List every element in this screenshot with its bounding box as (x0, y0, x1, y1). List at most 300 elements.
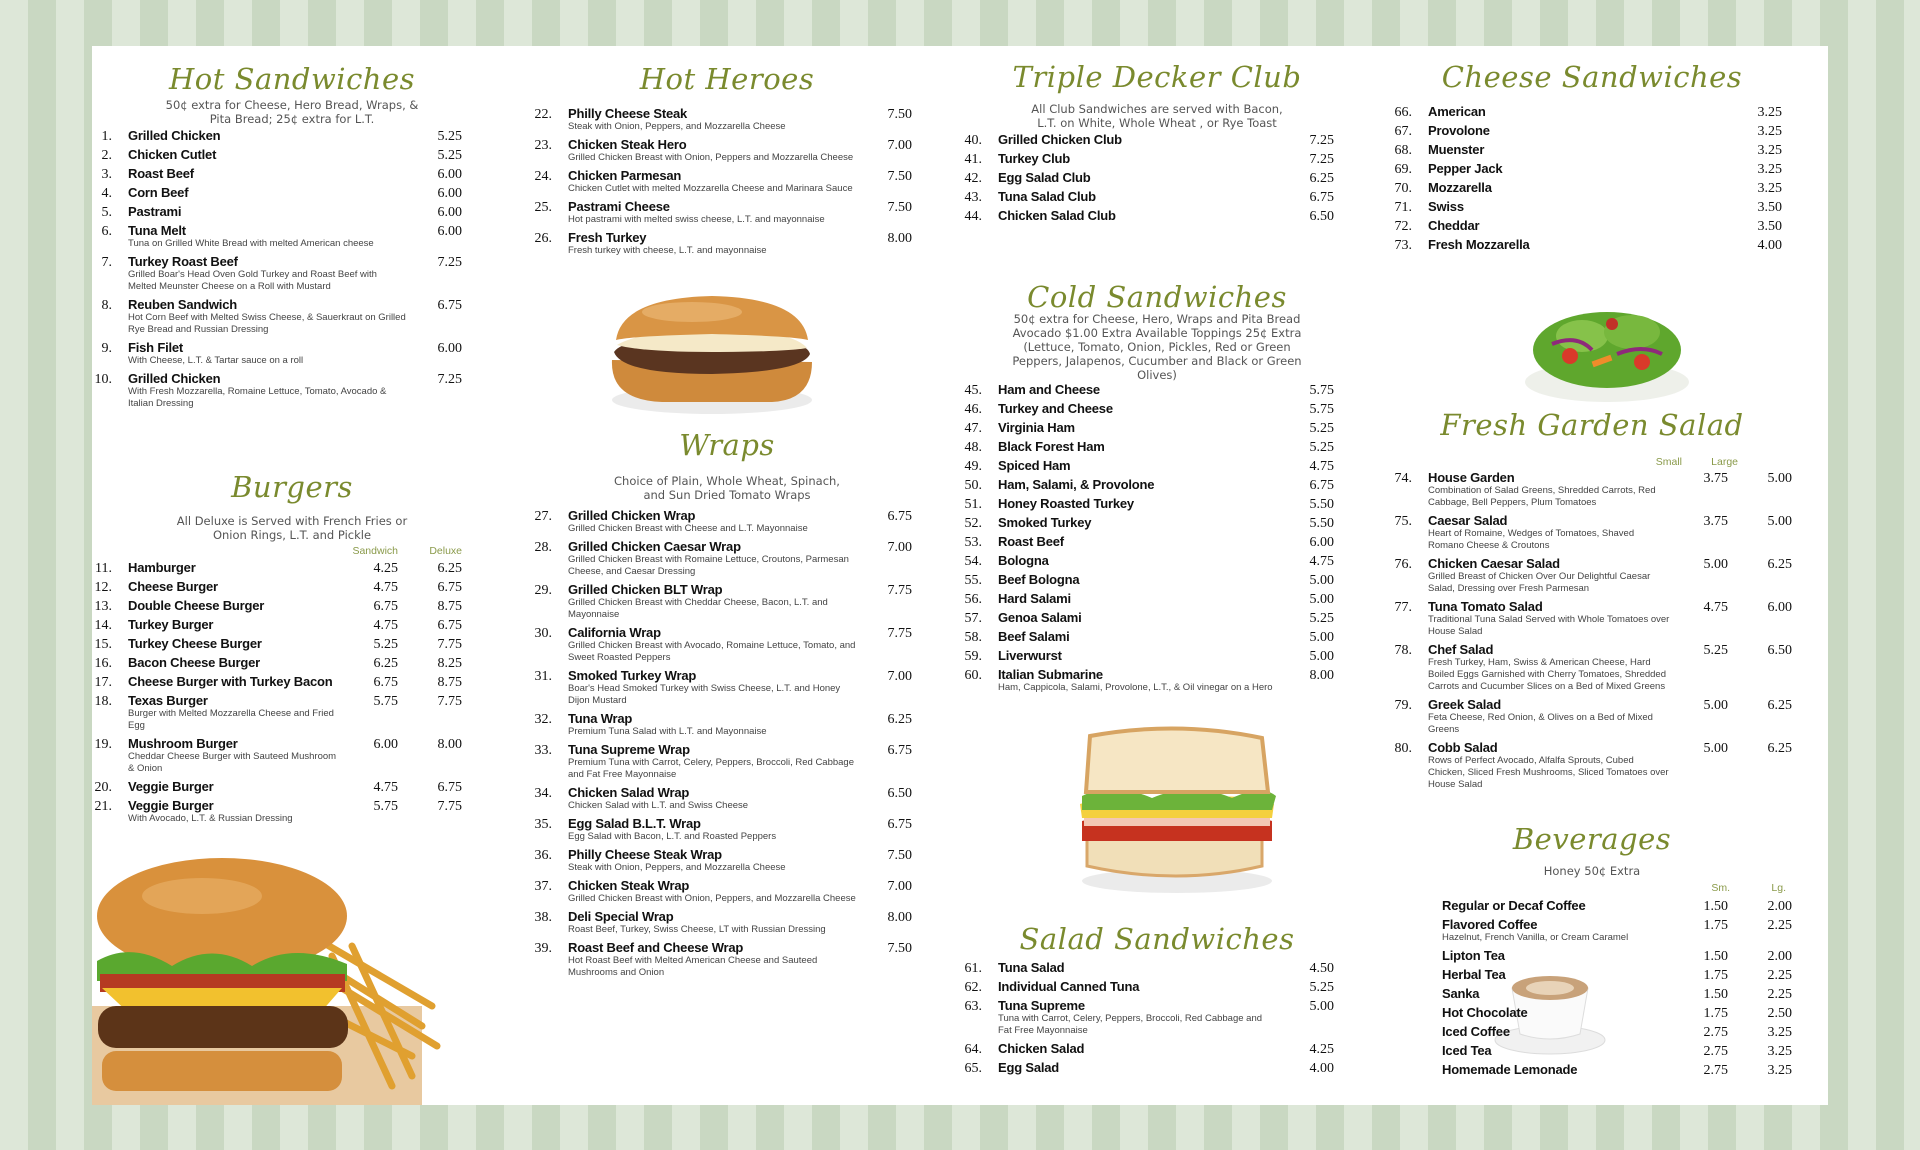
item-price: 6.75 (1309, 190, 1334, 205)
item-price-small: 1.50 (1703, 949, 1728, 964)
menu-item (1392, 237, 1782, 254)
item-number: 60. (964, 668, 982, 683)
menu-item (962, 515, 1334, 532)
item-price: 3.50 (1757, 219, 1782, 234)
item-price: 7.00 (887, 879, 912, 894)
menu-item (532, 668, 912, 707)
item-name: Spiced Ham (998, 458, 1071, 473)
menu-item (962, 998, 1334, 1037)
item-name: Turkey Cheese Burger (128, 636, 262, 651)
item-name: Smoked Turkey (998, 515, 1092, 530)
beverages-list (1392, 898, 1792, 1081)
item-price: 6.00 (437, 167, 462, 182)
item-price-large: 2.00 (1767, 949, 1792, 964)
menu-item (92, 617, 462, 634)
menu-item (1392, 917, 1792, 944)
item-description: Grilled Chicken Breast with Onion, Peppers and Mozzarella Cheese (568, 152, 854, 163)
item-name: Hamburger (128, 560, 196, 575)
item-price: 7.75 (887, 583, 912, 598)
item-price: 5.25 (1309, 980, 1334, 995)
item-name: Virginia Ham (998, 420, 1075, 435)
item-name: Bacon Cheese Burger (128, 655, 261, 670)
item-number: 50. (964, 478, 982, 493)
burgers-col-deluxe: Deluxe (429, 545, 462, 557)
hot-heroes-list (532, 106, 912, 261)
item-name: Black Forest Ham (998, 439, 1105, 454)
item-price-small: 6.25 (373, 656, 398, 671)
menu-page (92, 46, 1828, 1105)
item-name: Greek Salad (1428, 697, 1501, 712)
item-number: 77. (1394, 600, 1412, 615)
item-description: Cheddar Cheese Burger with Sauteed Mushroom & Onion (128, 751, 337, 774)
item-number: 73. (1394, 238, 1412, 253)
item-number: 3. (101, 167, 112, 182)
hero-sandwich-image (602, 290, 822, 420)
item-price-large: 5.00 (1767, 471, 1792, 486)
item-price-large: 8.75 (437, 599, 462, 614)
item-price-large: 8.00 (437, 737, 462, 752)
item-price-small: 1.50 (1703, 899, 1728, 914)
item-name: Grilled Chicken (128, 128, 221, 143)
item-description: Grilled Chicken Breast with Avocado, Romaine Lettuce, Tomato, and Sweet Roasted Peppers (568, 640, 856, 663)
wraps-note: Choice of Plain, Whole Wheat, Spinach, and Sun Dried Tomato Wraps (614, 474, 840, 502)
menu-item (532, 539, 912, 578)
item-number: 41. (964, 152, 982, 167)
menu-item (1392, 697, 1792, 736)
menu-item (962, 382, 1334, 399)
item-number: 23. (534, 138, 552, 153)
burgers-title: Burgers (231, 470, 353, 504)
item-name: Swiss (1428, 199, 1464, 214)
item-number: 13. (94, 599, 112, 614)
item-price: 5.00 (1309, 649, 1334, 664)
menu-item (1392, 986, 1792, 1003)
item-description: Egg Salad with Bacon, L.T. and Roasted Peppers (568, 831, 777, 842)
item-number: 1. (101, 129, 112, 144)
item-name: Pastrami (128, 204, 182, 219)
menu-item (92, 371, 462, 410)
item-price: 4.75 (1309, 459, 1334, 474)
menu-item (962, 496, 1334, 513)
item-name: Chicken Cutlet (128, 147, 217, 162)
menu-item (1392, 1062, 1792, 1079)
item-name: Ham and Cheese (998, 382, 1100, 397)
item-number: 21. (94, 799, 112, 814)
item-name: Mushroom Burger (128, 736, 238, 751)
item-price-small: 1.75 (1703, 918, 1728, 933)
item-name: Egg Salad Club (998, 170, 1091, 185)
item-price: 5.25 (437, 129, 462, 144)
menu-item (962, 420, 1334, 437)
item-price: 6.00 (437, 224, 462, 239)
menu-item (532, 940, 912, 979)
hot-sandwiches-note: 50¢ extra for Cheese, Hero Bread, Wraps, & Pita Bread; 25¢ extra for L.T. (165, 98, 419, 126)
cold-sandwiches-list (962, 382, 1334, 698)
item-name: Deli Special Wrap (568, 909, 674, 924)
item-description: Steak with Onion, Peppers, and Mozzarella Cheese (568, 121, 786, 132)
menu-item (962, 979, 1334, 996)
menu-item (962, 458, 1334, 475)
item-name: Grilled Chicken BLT Wrap (568, 582, 723, 597)
item-name: Genoa Salami (998, 610, 1082, 625)
item-number: 12. (94, 580, 112, 595)
item-description: Hot Corn Beef with Melted Swiss Cheese, & Sauerkraut on Grilled Rye Bread and Russian Dressing (128, 312, 406, 335)
menu-item (1392, 948, 1792, 965)
item-name: Tuna Melt (128, 223, 186, 238)
item-number: 53. (964, 535, 982, 550)
item-name: Philly Cheese Steak Wrap (568, 847, 722, 862)
item-price: 7.00 (887, 540, 912, 555)
item-price: 6.00 (437, 205, 462, 220)
item-name: Hot Chocolate (1442, 1005, 1528, 1020)
cheese-sandwiches-title: Cheese Sandwiches (1441, 60, 1743, 94)
item-description: Chicken Salad with L.T. and Swiss Cheese (568, 800, 749, 811)
hot-heroes-title: Hot Heroes (639, 62, 815, 96)
menu-item (1392, 1005, 1792, 1022)
item-price-small: 6.75 (373, 599, 398, 614)
menu-item (1392, 740, 1792, 791)
item-number: 8. (101, 298, 112, 313)
item-name: Iced Tea (1442, 1043, 1492, 1058)
item-price: 7.50 (887, 107, 912, 122)
item-price-small: 6.75 (373, 675, 398, 690)
item-name: Tuna Supreme (998, 998, 1085, 1013)
item-number: 61. (964, 961, 982, 976)
item-price: 6.75 (437, 298, 462, 313)
item-name: Tuna Salad Club (998, 189, 1096, 204)
item-price-large: 6.25 (1767, 557, 1792, 572)
item-number: 75. (1394, 514, 1412, 529)
item-price: 5.00 (1309, 573, 1334, 588)
item-name: Tuna Supreme Wrap (568, 742, 690, 757)
menu-item (1392, 1043, 1792, 1060)
item-price-small: 4.25 (373, 561, 398, 576)
item-number: 56. (964, 592, 982, 607)
menu-item (92, 674, 462, 691)
item-name: Pastrami Cheese (568, 199, 670, 214)
item-number: 34. (534, 786, 552, 801)
item-price-small: 5.00 (1703, 741, 1728, 756)
burgers-col-sandwich: Sandwich (352, 545, 398, 557)
item-name: Pepper Jack (1428, 161, 1503, 176)
item-name: Turkey and Cheese (998, 401, 1113, 416)
item-number: 26. (534, 231, 552, 246)
menu-item (92, 185, 462, 202)
item-number: 66. (1394, 105, 1412, 120)
item-price: 4.00 (1757, 238, 1782, 253)
club-sandwich-image (1072, 726, 1282, 896)
item-number: 27. (534, 509, 552, 524)
salad-sandwiches-title: Salad Sandwiches (1019, 922, 1295, 956)
item-price-large: 6.25 (1767, 741, 1792, 756)
item-name: American (1428, 104, 1486, 119)
item-number: 68. (1394, 143, 1412, 158)
item-price-large: 6.25 (437, 561, 462, 576)
item-description: Steak with Onion, Peppers, and Mozzarella Cheese (568, 862, 786, 873)
item-number: 64. (964, 1042, 982, 1057)
item-price: 6.00 (1309, 535, 1334, 550)
item-name: Turkey Club (998, 151, 1070, 166)
item-price-large: 2.25 (1767, 968, 1792, 983)
item-price: 7.50 (887, 169, 912, 184)
menu-item (962, 591, 1334, 608)
menu-item (92, 340, 462, 367)
item-number: 58. (964, 630, 982, 645)
item-name: Roast Beef (128, 166, 194, 181)
salad-col-large: Large (1711, 456, 1738, 468)
hot-sandwiches-title: Hot Sandwiches (168, 62, 416, 96)
item-price-large: 3.25 (1767, 1025, 1792, 1040)
menu-item (92, 204, 462, 221)
item-description: Combination of Salad Greens, Shredded Carrots, Red Cabbage, Bell Peppers, Plum Tomatoes (1428, 485, 1656, 508)
item-price-large: 5.00 (1767, 514, 1792, 529)
item-number: 24. (534, 169, 552, 184)
item-name: Herbal Tea (1442, 967, 1506, 982)
item-name: Smoked Turkey Wrap (568, 668, 697, 683)
item-price: 5.75 (1309, 402, 1334, 417)
menu-item (92, 798, 462, 825)
item-name: Chicken Salad Wrap (568, 785, 690, 800)
item-description: Premium Tuna Salad with L.T. and Mayonnaise (568, 726, 767, 737)
item-price-large: 2.25 (1767, 918, 1792, 933)
item-description: Roast Beef, Turkey, Swiss Cheese, LT with Russian Dressing (568, 924, 826, 935)
item-price: 6.00 (437, 186, 462, 201)
item-number: 54. (964, 554, 982, 569)
item-description: Burger with Melted Mozzarella Cheese and Fried Egg (128, 708, 334, 731)
item-price-large: 6.50 (1767, 643, 1792, 658)
item-name: Tuna Tomato Salad (1428, 599, 1543, 614)
item-name: Turkey Burger (128, 617, 214, 632)
item-number: 47. (964, 421, 982, 436)
item-price: 3.25 (1757, 181, 1782, 196)
item-price: 5.00 (1309, 630, 1334, 645)
menu-item (1392, 599, 1792, 638)
item-number: 42. (964, 171, 982, 186)
item-name: Texas Burger (128, 693, 208, 708)
item-number: 43. (964, 190, 982, 205)
item-name: Turkey Roast Beef (128, 254, 238, 269)
item-description: With Cheese, L.T. & Tartar sauce on a roll (128, 355, 304, 366)
item-number: 55. (964, 573, 982, 588)
item-price-small: 6.00 (373, 737, 398, 752)
item-name: Liverwurst (998, 648, 1062, 663)
item-price: 5.50 (1309, 497, 1334, 512)
item-number: 7. (101, 255, 112, 270)
item-name: Reuben Sandwich (128, 297, 237, 312)
menu-item (532, 711, 912, 738)
item-price-small: 1.75 (1703, 968, 1728, 983)
item-price-small: 2.75 (1703, 1025, 1728, 1040)
item-name: Flavored Coffee (1442, 917, 1538, 932)
item-price-small: 1.75 (1703, 1006, 1728, 1021)
item-price: 7.25 (437, 255, 462, 270)
item-price: 5.50 (1309, 516, 1334, 531)
menu-item (532, 878, 912, 905)
item-name: Caesar Salad (1428, 513, 1508, 528)
salad-sandwiches-list (962, 960, 1334, 1079)
item-name: Cheese Burger (128, 579, 218, 594)
item-number: 17. (94, 675, 112, 690)
menu-item (532, 230, 912, 257)
item-number: 80. (1394, 741, 1412, 756)
beverages-column-headers (1392, 882, 1786, 894)
menu-item (962, 667, 1334, 694)
item-description: Grilled Chicken Breast with Cheddar Cheese, Bacon, L.T. and Mayonnaise (568, 597, 828, 620)
item-price: 6.25 (1309, 171, 1334, 186)
item-price-small: 5.25 (373, 637, 398, 652)
item-number: 52. (964, 516, 982, 531)
item-price: 4.00 (1309, 1061, 1334, 1076)
item-name: Double Cheese Burger (128, 598, 265, 613)
menu-item (92, 254, 462, 293)
item-name: Grilled Chicken Caesar Wrap (568, 539, 741, 554)
item-name: Chicken Steak Wrap (568, 878, 690, 893)
item-price: 6.50 (887, 786, 912, 801)
menu-item (1392, 556, 1792, 595)
item-name: Lipton Tea (1442, 948, 1505, 963)
item-name: Provolone (1428, 123, 1490, 138)
item-number: 46. (964, 402, 982, 417)
item-price-large: 2.25 (1767, 987, 1792, 1002)
menu-item (532, 508, 912, 535)
item-price: 3.25 (1757, 162, 1782, 177)
item-number: 69. (1394, 162, 1412, 177)
item-price-large: 6.75 (437, 780, 462, 795)
item-price: 3.25 (1757, 143, 1782, 158)
cold-sandwiches-title: Cold Sandwiches (1027, 280, 1287, 314)
menu-item (92, 166, 462, 183)
item-description: Hot Roast Beef with Melted American Cheese and Sauteed Mushrooms and Onion (568, 955, 818, 978)
cold-sandwiches-note: 50¢ extra for Cheese, Hero, Wraps and Pita Bread Avocado $1.00 Extra Available Toppings 25¢ Extra (Lettuce, Tomato, Onion, Pickles, Red or Green Peppers, Jalapenos, Cucumber and Black or Green Olives) (1012, 312, 1302, 382)
item-number: 28. (534, 540, 552, 555)
item-description: Tuna with Carrot, Celery, Peppers, Broccoli, Red Cabbage and Fat Free Mayonnaise (998, 1013, 1263, 1036)
menu-item (92, 779, 462, 796)
menu-item (962, 553, 1334, 570)
item-number: 65. (964, 1061, 982, 1076)
menu-item (1392, 104, 1782, 121)
item-number: 20. (94, 780, 112, 795)
item-price: 7.50 (887, 941, 912, 956)
item-name: Chicken Steak Hero (568, 137, 687, 152)
item-price-large: 7.75 (437, 694, 462, 709)
menu-item (92, 598, 462, 615)
item-price: 7.50 (887, 848, 912, 863)
item-number: 14. (94, 618, 112, 633)
menu-item (1392, 967, 1792, 984)
item-number: 25. (534, 200, 552, 215)
item-price-large: 7.75 (437, 799, 462, 814)
item-price: 3.25 (1757, 124, 1782, 139)
salad-column-headers (1392, 456, 1738, 468)
item-price: 8.00 (887, 231, 912, 246)
item-name: Veggie Burger (128, 798, 214, 813)
item-price-small: 2.75 (1703, 1063, 1728, 1078)
menu-item (92, 128, 462, 145)
menu-item (1392, 218, 1782, 235)
burgers-note: All Deluxe is Served with French Fries or Onion Rings, L.T. and Pickle (176, 514, 408, 542)
item-number: 33. (534, 743, 552, 758)
item-price: 7.75 (887, 626, 912, 641)
item-price: 6.75 (887, 509, 912, 524)
item-price: 3.50 (1757, 200, 1782, 215)
item-price-large: 2.50 (1767, 1006, 1792, 1021)
item-price: 6.00 (437, 341, 462, 356)
item-name: Bologna (998, 553, 1049, 568)
item-description: Premium Tuna with Carrot, Celery, Peppers, Broccoli, Red Cabbage and Fat Free Mayonnaise (568, 757, 855, 780)
menu-item (962, 648, 1334, 665)
item-price: 5.25 (1309, 421, 1334, 436)
burgers-column-headers (92, 545, 462, 557)
item-description: Traditional Tuna Salad Served with Whole Tomatoes over House Salad (1428, 614, 1670, 637)
item-price: 6.75 (887, 743, 912, 758)
item-number: 51. (964, 497, 982, 512)
item-price: 8.00 (887, 910, 912, 925)
item-price: 6.75 (1309, 478, 1334, 493)
menu-item (1392, 142, 1782, 159)
menu-item (92, 147, 462, 164)
item-number: 29. (534, 583, 552, 598)
item-number: 48. (964, 440, 982, 455)
item-description: Grilled Chicken Breast with Onion, Peppers, and Mozzarella Cheese (568, 893, 856, 904)
menu-item (532, 199, 912, 226)
item-price: 7.25 (1309, 152, 1334, 167)
item-name: Ham, Salami, & Provolone (998, 477, 1155, 492)
item-number: 31. (534, 669, 552, 684)
item-price-small: 3.75 (1703, 514, 1728, 529)
item-number: 70. (1394, 181, 1412, 196)
item-price: 4.25 (1309, 1042, 1334, 1057)
item-price: 7.00 (887, 138, 912, 153)
menu-item (92, 693, 462, 732)
item-number: 35. (534, 817, 552, 832)
item-name: Chicken Caesar Salad (1428, 556, 1560, 571)
item-price-large: 8.25 (437, 656, 462, 671)
item-number: 39. (534, 941, 552, 956)
item-price-large: 3.25 (1767, 1063, 1792, 1078)
item-description: Boar's Head Smoked Turkey with Swiss Cheese, L.T. and Honey Dijon Mustard (568, 683, 841, 706)
item-name: House Garden (1428, 470, 1515, 485)
menu-item (532, 625, 912, 664)
item-name: California Wrap (568, 625, 661, 640)
salad-col-small: Small (1655, 456, 1682, 468)
item-price: 4.50 (1309, 961, 1334, 976)
triple-decker-note: All Club Sandwiches are served with Bacon, L.T. on White, Whole Wheat , or Rye Toast (1031, 102, 1283, 130)
menu-item (1392, 199, 1782, 216)
item-number: 16. (94, 656, 112, 671)
hot-sandwiches-list (92, 128, 462, 414)
item-description: Fresh turkey with cheese, L.T. and mayonnaise (568, 245, 767, 256)
item-number: 11. (95, 561, 112, 576)
beverages-note: Honey 50¢ Extra (1543, 864, 1641, 878)
item-name: Roast Beef (998, 534, 1064, 549)
item-name: Corn Beef (128, 185, 189, 200)
item-name: Mozzarella (1428, 180, 1492, 195)
item-number: 9. (101, 341, 112, 356)
item-name: Grilled Chicken Club (998, 132, 1122, 147)
item-price: 4.75 (1309, 554, 1334, 569)
menu-item (532, 137, 912, 164)
menu-item (962, 170, 1334, 187)
item-description: Fresh Turkey, Ham, Swiss & American Cheese, Hard Boiled Eggs Garnished with Cherry Tomatoes, Shredded Carrots and Cucumber Slices on a Bed of Mixed Greens (1428, 657, 1666, 692)
wraps-title: Wraps (679, 428, 775, 462)
item-name: Veggie Burger (128, 779, 214, 794)
item-name: Individual Canned Tuna (998, 979, 1140, 994)
wraps-list (532, 508, 912, 983)
burgers-list (92, 560, 462, 829)
item-number: 49. (964, 459, 982, 474)
item-number: 40. (964, 133, 982, 148)
item-number: 78. (1394, 643, 1412, 658)
